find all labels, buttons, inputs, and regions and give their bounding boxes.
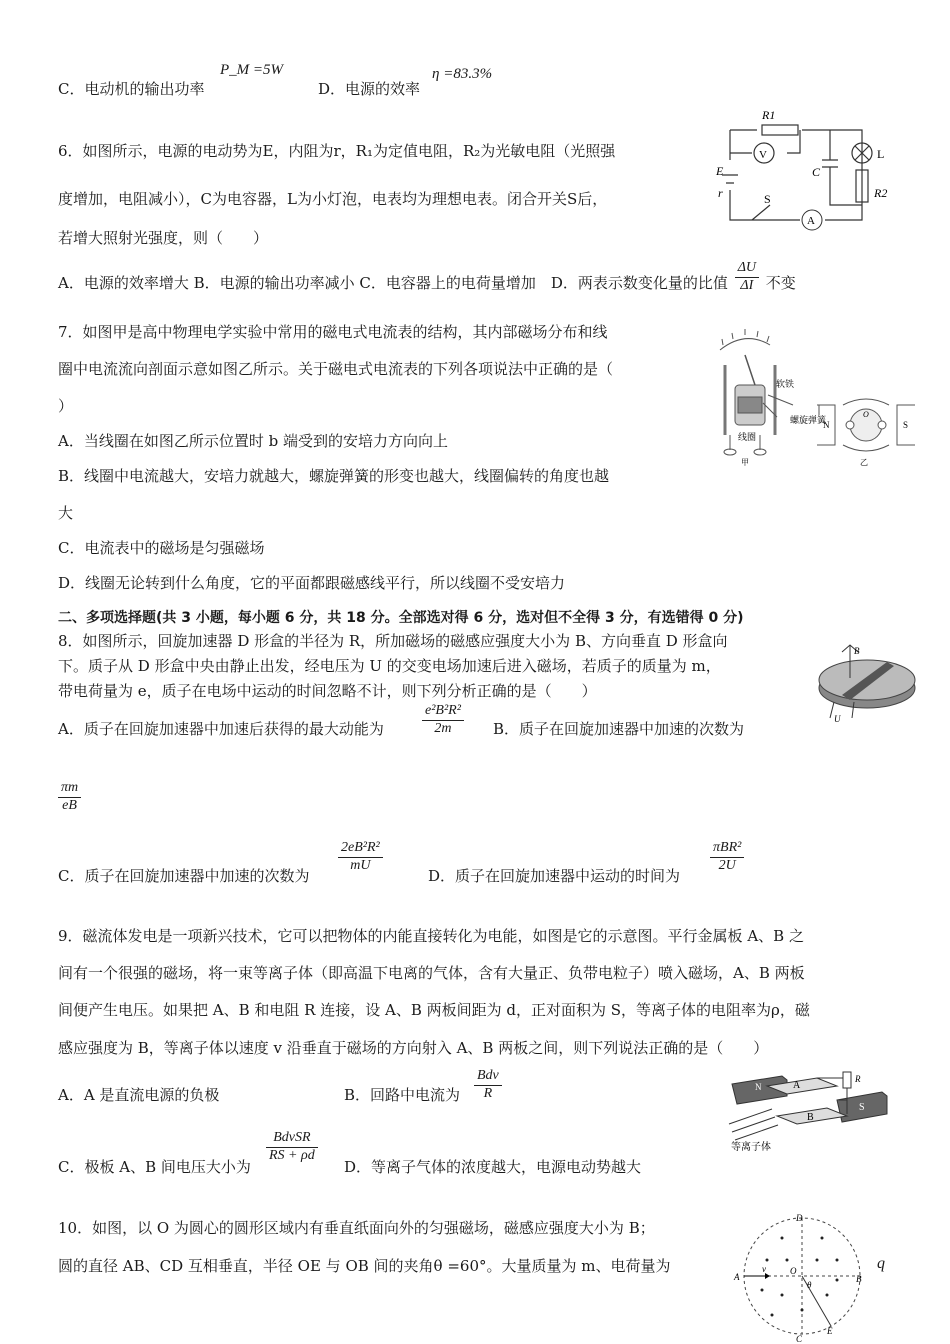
q7-stem-line2: 圈中电流流向剖面示意如图乙所示。关于磁电式电流表的下列各项说法中正确的是（ [58,360,614,378]
q10-magnetic-field-figure [732,1210,872,1344]
q9-stem-line2: 间有一个很强的磁场，将一束等离子体（即高温下电离的气体，含有大量正、负带电粒子）喷入磁场，A、B 两板 [58,964,805,982]
svg-text:O: O [790,1266,797,1276]
svg-text:N: N [755,1082,762,1092]
q5-option-d: D．电源的效率 [318,80,421,98]
q6-stem-line1: 6．如图所示，电源的电动势为E，内阻为r，R₁为定值电阻，R₂为光敏电阻（光照强 [58,142,616,160]
q8-option-a-formula: $\frac{\text{e²B²R²}}{2m}$ [422,703,464,738]
svg-text:S: S [859,1102,865,1113]
svg-text:r: r [718,186,723,200]
svg-text:U: U [834,714,841,724]
q7-option-a: A．当线圈在如图乙所示位置时 b 端受到的安培力方向向上 [58,432,448,450]
q7-option-d: D．线圈无论转到什么角度，它的平面都跟磁感线平行，所以线圈不受安培力 [58,574,566,592]
svg-text:θ: θ [807,1280,812,1290]
svg-text:E: E [716,164,724,178]
q9-stem-line4: 感应强度为 B，等离子体以速度 v 沿垂直于磁场的方向射入 A、B 两板之间，则下列说法正确的是（ ） [58,1039,769,1057]
q9-option-b-formula: $\frac{\text{Bdv}}{R}$ [474,1068,502,1103]
svg-text:D: D [796,1213,803,1223]
q9-stem-line3: 间便产生电压。如果把 A、B 和电阻 R 连接，设 A、B 两板间距为 d，正对面积为 S，等离子体的电阻率为ρ，磁 [58,1001,810,1019]
svg-text:R2: R2 [874,186,888,200]
svg-text:R1: R1 [762,108,776,122]
q10-stem-q: q [877,1255,885,1272]
svg-text:R: R [855,1074,861,1084]
q7-option-b-line2: 大 [58,504,74,522]
svg-text:螺旋弹簧: 螺旋弹簧 [790,415,827,425]
q8-stem-line2: 下。质子从 D 形盒中央由静止出发，经电压为 U 的交变电场加速后进入磁场，若质子的质量为 m， [58,657,721,675]
q5-option-d-formula: η =83.3% [432,66,493,82]
svg-text:软铁: 软铁 [776,379,795,389]
q6-stem-line2: 度增加，电阻减小），C为电容器，L为小灯泡，电表均为理想电表。闭合开关S后， [58,190,608,208]
svg-text:N: N [823,420,830,430]
svg-text:B: B [854,646,860,656]
q5-option-c-formula: P_M =5W [220,62,284,78]
svg-text:C: C [796,1334,803,1344]
q7-stem-line3: ） [58,397,74,415]
q10-stem-line2: 圆的直径 AB、CD 互相垂直，半径 OE 与 OB 间的夹角θ =60°。大量质量为 m、电荷量为 [58,1257,671,1275]
q7-ammeter-figure [705,325,920,470]
svg-text:A: A [734,1272,740,1282]
svg-text:O: O [863,410,869,419]
q6-circuit-figure [712,105,902,235]
q8-option-b-formula: $\frac{\pi m}{eB}$ [58,780,81,815]
q9-mhd-figure [727,1064,895,1154]
svg-text:线圈: 线圈 [738,432,757,442]
q10-stem-line1: 10．如图，以 O 为圆心的圆形区域内有垂直纸面向外的匀强磁场，磁感应强度大小为 B； [58,1219,655,1237]
q9-option-d: D．等离子气体的浓度越大，电源电动势越大 [344,1158,642,1176]
q9-option-b: B．回路中电流为 [344,1086,461,1104]
svg-text:甲: 甲 [741,458,749,467]
svg-text:C: C [812,165,821,179]
q8-option-a: A．质子在回旋加速器中加速后获得的最大动能为 [58,720,384,738]
svg-text:V: V [759,149,767,161]
q6-options: A．电源的效率增大 B．电源的输出功率减小 C．电容器上的电荷量增加 D．两表示数变化量的比值 $\frac{\Delta U}{\Delta I}$ 不变 [58,259,796,293]
q9-option-a: A．A 是直流电源的负极 [58,1086,220,1104]
q5-option-c: C．电动机的输出功率 [58,80,205,98]
q8-option-d: D．质子在回旋加速器中运动的时间为 [428,867,681,885]
svg-text:L: L [877,147,885,161]
svg-text:S: S [903,420,909,430]
svg-text:E: E [827,1326,833,1336]
q7-stem-line1: 7．如图甲是高中物理电学实验中常用的磁电式电流表的结构，其内部磁场分布和线 [58,323,608,341]
svg-text:B: B [807,1112,814,1123]
q8-option-b: B．质子在回旋加速器中加速的次数为 [493,720,745,738]
svg-text:等离子体: 等离子体 [731,1142,771,1153]
q8-stem-line1: 8．如图所示，回旋加速器 D 形盒的半径为 R，所加磁场的磁感应强度大小为 B、方向垂直 D 形盒向 [58,632,728,650]
q8-option-c: C．质子在回旋加速器中加速的次数为 [58,867,310,885]
svg-text:A: A [807,215,815,227]
section-2-heading: 二、多项选择题(共 3 小题，每小题 6 分，共 18 分。全部选对得 6 分，选对但不全得 3 分，有选错得 0 分) [58,610,744,626]
q7-option-b-line1: B．线圈中电流越大，安培力就越大，螺旋弹簧的形变也越大，线圈偏转的角度也越 [58,467,610,485]
svg-text:A: A [793,1080,801,1091]
q8-stem-line3: 带电荷量为 e，质子在电场中运动的时间忽略不计，则下列分析正确的是（ ） [58,682,597,700]
q9-option-c-formula: $\frac{\text{BdvSR}}{RS + \rho d}$ [266,1130,318,1165]
svg-text:B: B [856,1274,862,1284]
q6-stem-line3: 若增大照射光强度，则（ ） [58,229,269,247]
q8-option-d-formula: $\frac{\text{πBR²}}{2U}$ [710,840,744,875]
q9-option-c: C．极板 A、B 间电压大小为 [58,1158,251,1176]
q8-option-c-formula: $\frac{\text{2eB²R²}}{mU}$ [338,840,383,875]
svg-text:S: S [764,192,771,206]
svg-text:v: v [762,1264,766,1274]
q7-option-c: C．电流表中的磁场是匀强磁场 [58,539,265,557]
svg-text:乙: 乙 [860,458,868,467]
q9-stem-line1: 9．磁流体发电是一项新兴技术，它可以把物体的内能直接转化为电能，如图是它的示意图。平行金属板 A、B 之 [58,927,804,945]
q8-cyclotron-figure [812,640,922,725]
